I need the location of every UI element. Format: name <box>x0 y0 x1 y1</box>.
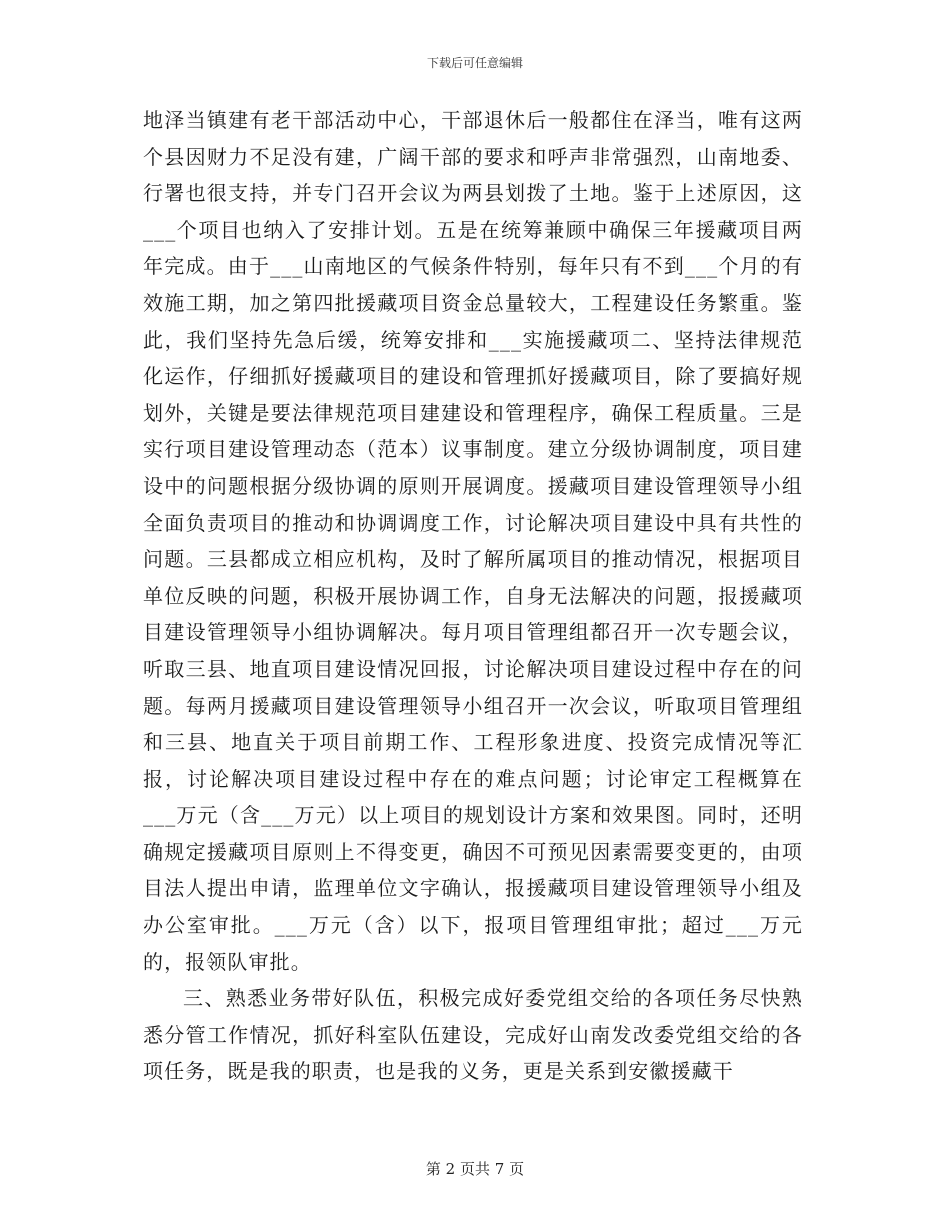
page-number: 第 2 页共 7 页 <box>425 1160 525 1178</box>
body-paragraph: 地泽当镇建有老干部活动中心，干部退休后一般都住在泽当，唯有这两个县因财力不足没有建，广阔干部的要求和呼声非常强烈，山南地委、行署也很支持，并专门召开会议为两县划拨了土地。鉴于上述原因，这___个项目也纳入了安排计划。五是在统筹兼顾中确保三年援藏项目两年完成。由于___山南地区的气候条件特别，每年只有不到___个月的有效施工期，加之第四批援藏项目资金总量较大，工程建设任务繁重。鉴此，我们坚持先急后缓，统筹安排和___实施援藏项二、坚持法律规范化运作，仔细抓好援藏项目的建设和管理抓好援藏项目，除了要搞好规划外，关键是要法律规范项目建建设和管理程序，确保工程质量。三是实行项目建设管理动态（范本）议事制度。建立分级协调制度，项目建设中的问题根据分级协调的原则开展调度。援藏项目建设管理领导小组全面负责项目的推动和协调调度工作，讨论解决项目建设中具有共性的问题。三县都成立相应机构，及时了解所属项目的推动情况，根据项目单位反映的问题，积极开展协调工作，自身无法解决的问题，报援藏项目建设管理领导小组协调解决。每月项目管理组都召开一次专题会议，听取三县、地直项目建设情况回报，讨论解决项目建设过程中存在的问题。每两月援藏项目建设管理领导小组召开一次会议，听取项目管理组和三县、地直关于项目前期工作、工程形象进度、投资完成情况等汇报，讨论解决项目建设过程中存在的难点问题；讨论审定工程概算在___万元（含___万元）以上项目的规划设计方案和效果图。同时，还明确规定援藏项目原则上不得变更，确因不可预见因素需要变更的，由项目法人提出申请，监理单位文字确认，报援藏项目建设管理领导小组及办公室审批。___万元（含）以下，报项目管理组审批；超过___万元的，报领队审批。 <box>143 108 803 974</box>
body-paragraph: 三、熟悉业务带好队伍，积极完成好委党组交给的各项任务尽快熟悉分管工作情况，抓好科室队伍建设，完成好山南发改委党组交给的各项任务，既是我的职责，也是我的义务，更是关系到安徽援藏干 <box>143 986 803 1084</box>
page-header: 下载后可任意编辑 <box>426 56 523 70</box>
document-body <box>143 102 803 1090</box>
